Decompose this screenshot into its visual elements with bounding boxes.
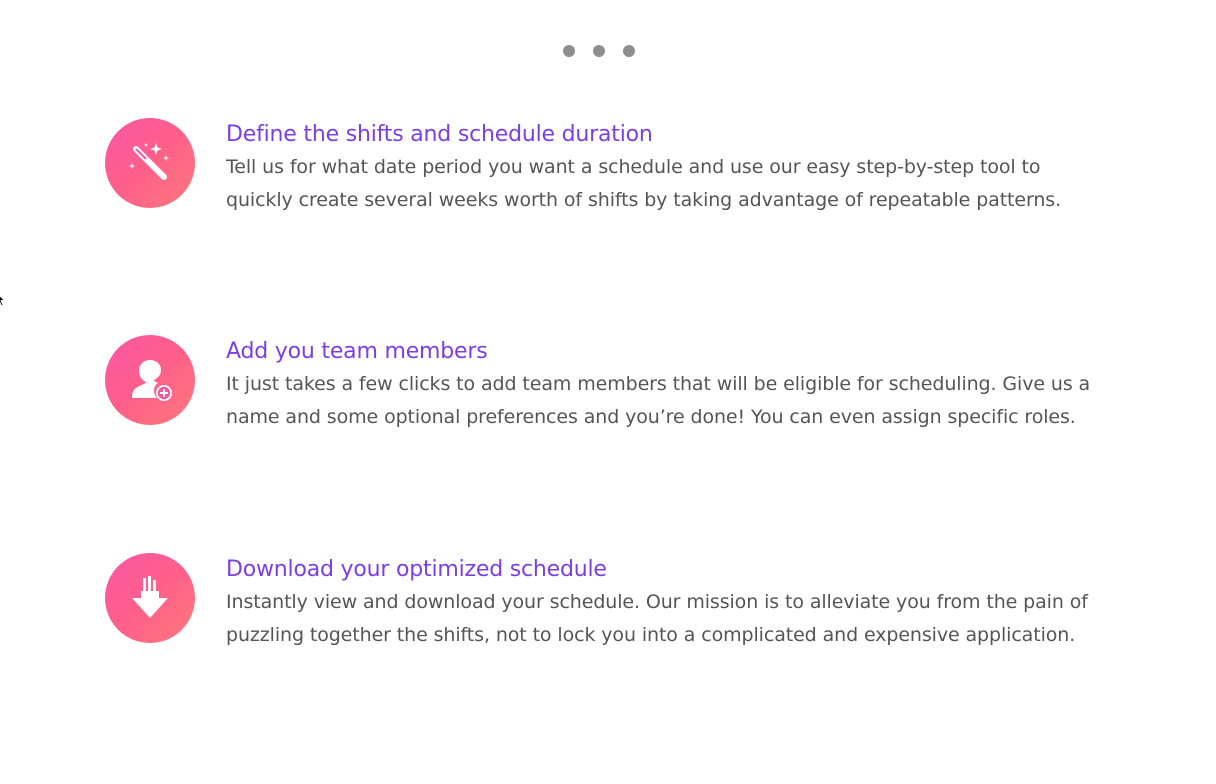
step-text <box>226 553 1105 652</box>
step-text <box>226 335 1105 434</box>
download-arrow-icon <box>128 574 172 622</box>
mouse-cursor-icon <box>0 293 5 307</box>
add-user-icon <box>126 356 174 404</box>
pager-dot[interactable] <box>563 45 575 57</box>
step-description: Instantly view and download your schedule. Our mission is to alleviate you from the pain of puzzling together the shifts, not to lock you into a complicated and expensive application. <box>226 591 1088 646</box>
feature-step <box>105 553 1105 652</box>
feature-step <box>105 335 1105 434</box>
step-title: Define the shifts and schedule duration <box>226 122 653 147</box>
step-text <box>226 118 1105 217</box>
feature-step <box>105 118 1105 217</box>
pager-dots <box>563 45 635 57</box>
step-icon-circle <box>105 118 195 208</box>
pager-dot[interactable] <box>593 45 605 57</box>
step-description: Tell us for what date period you want a schedule and use our easy step-by-step tool to quickly create several weeks worth of shifts by taking advantage of repeatable patterns. <box>226 156 1062 211</box>
magic-wand-icon <box>128 141 172 185</box>
step-icon-circle <box>105 553 195 643</box>
pager-dot[interactable] <box>623 45 635 57</box>
step-description: It just takes a few clicks to add team members that will be eligible for scheduling. Give us a name and some optional preferences and you’re done! You can even assign specific roles. <box>226 373 1091 428</box>
step-title: Add you team members <box>226 339 488 364</box>
step-icon-circle <box>105 335 195 425</box>
step-title: Download your optimized schedule <box>226 557 607 582</box>
